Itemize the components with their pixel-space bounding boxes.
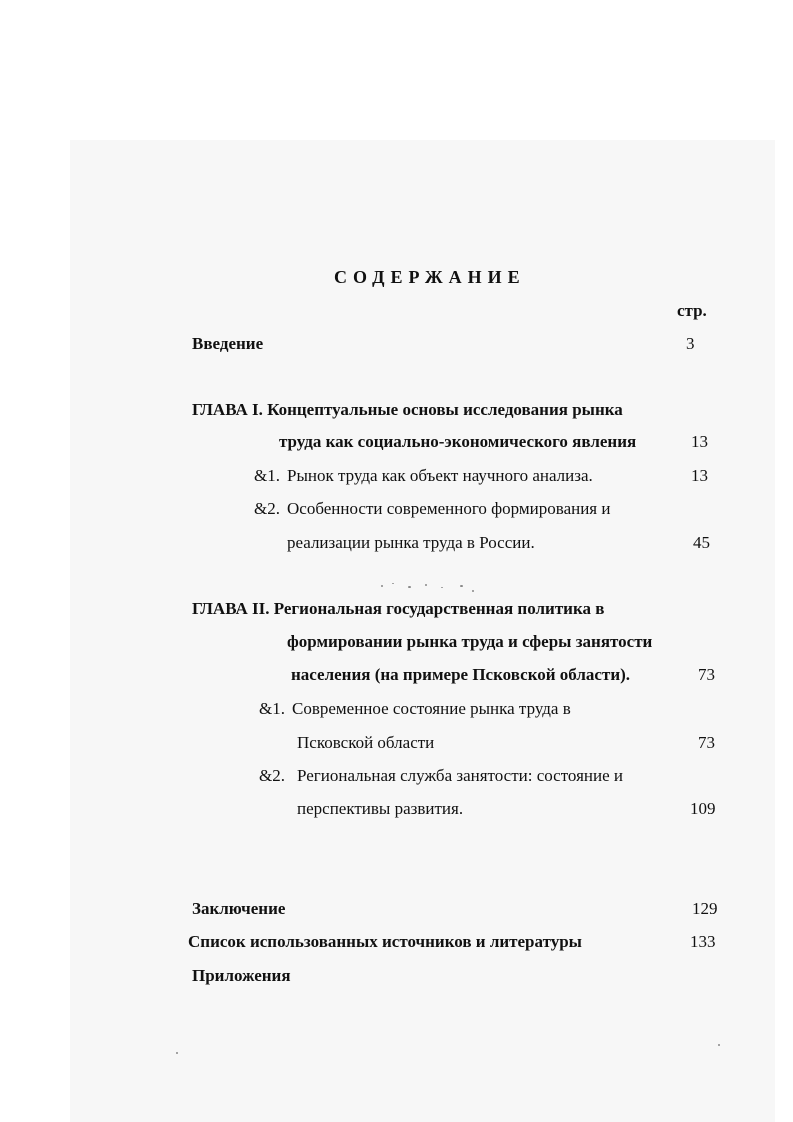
chapter2-title-line3: населения (на примере Псковской области). (291, 665, 631, 684)
toc-page-sources: 133 (690, 932, 716, 951)
scan-speck (408, 586, 411, 588)
toc-page-ch2-sec2: 109 (690, 799, 716, 818)
scan-speck (176, 1052, 178, 1054)
chapter2-sec1-marker: &1. (259, 699, 285, 718)
toc-title: СОДЕРЖАНИЕ (334, 267, 526, 287)
chapter2-sec2-title-line2: перспективы развития. (297, 799, 464, 818)
toc-page-ch1-sec1: 13 (691, 466, 708, 485)
chapter1-sec2-title-line1: Особенности современного формирования и (287, 499, 611, 518)
toc-page-chapter1: 13 (691, 432, 708, 451)
chapter2-sec2-marker: &2. (259, 766, 285, 785)
chapter1-sec2-marker: &2. (254, 499, 280, 518)
toc-entry-appendix: Приложения (192, 966, 291, 985)
scan-speck (381, 585, 383, 587)
chapter1-sec1-title: Рынок труда как объект научного анализа. (287, 466, 593, 485)
chapter2-title-line2: формировании рынка труда и сферы занятости (287, 632, 653, 651)
toc-page-intro: 3 (686, 334, 695, 353)
page-background (70, 140, 775, 1122)
toc-entry-sources: Список использованных источников и литературы (188, 932, 582, 951)
scan-speck (460, 585, 463, 587)
chapter1-sec1-marker: &1. (254, 466, 280, 485)
chapter2-title-line1: ГЛАВА II. Региональная государственная политика в (192, 599, 605, 618)
page-column-label: стр. (677, 301, 707, 320)
toc-page-ch2-sec1: 73 (698, 733, 715, 752)
scan-speck (441, 587, 443, 588)
scan-speck (392, 583, 394, 584)
toc-page-ch1-sec2: 45 (693, 533, 710, 552)
chapter2-sec1-title-line2: Псковской области (297, 733, 435, 752)
chapter2-sec2-title-line1: Региональная служба занятости: состояние и (297, 766, 624, 785)
toc-page-chapter2: 73 (698, 665, 715, 684)
chapter1-sec2-title-line2: реализации рынка труда в России. (287, 533, 535, 552)
scan-speck (718, 1044, 720, 1046)
chapter2-sec1-title-line1: Современное состояние рынка труда в (292, 699, 571, 718)
toc-page-conclusion: 129 (692, 899, 718, 918)
chapter1-title-line2: труда как социально-экономического явления (279, 432, 637, 451)
scan-speck (425, 584, 427, 586)
toc-entry-conclusion: Заключение (192, 899, 286, 918)
chapter1-title-line1: ГЛАВА I. Концептуальные основы исследования рынка (192, 400, 623, 419)
toc-entry-intro: Введение (192, 334, 264, 353)
scan-speck (472, 590, 474, 592)
